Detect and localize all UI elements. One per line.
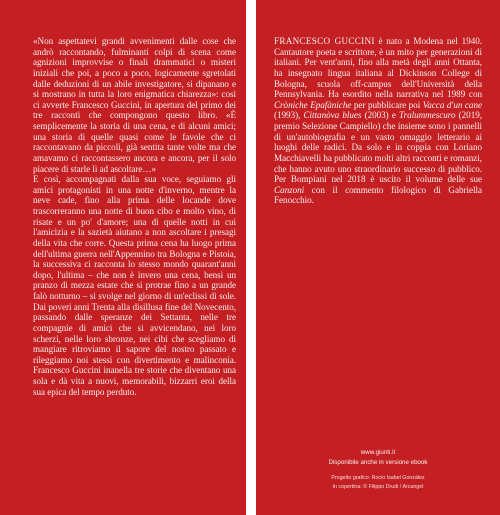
blurb-text — [33, 36, 236, 397]
right-flap — [256, 0, 500, 515]
author-name: FRANCESCO GUCCINI — [274, 36, 375, 46]
blurb-paragraph-1: «Non aspettatevi grandi avvenimenti dalle cose che andrò raccontando, fulminanti colpi di scena come agnizioni improvvise o finali drammatici o misteri iniziali che poi, a poco a poco, logicamente sgretolati dalle deduzioni di un abile investigatore, si dipanano e si mostrano in tutta la loro enigmatica chiarezza»: così ci avverte Francesco Guccini, in apertura del primo dei tre racconti che compongono questo libro. «È semplicemente la storia di una cena, e di alcuni amici; una storia di quelle quasi come le favole che ci raccontavano da piccoli, già sentita tante volte ma che amavamo ci raccontassero ancora e ancora, per il solo piacere di starle lì ad ascoltare…» — [33, 36, 236, 174]
author-bio — [274, 36, 482, 206]
blurb-paragraph-2: E così, accompagnati dalla sua voce, seguiamo gli amici protagonisti in una notte d'inverno, mentre la neve cade, fino alla prima delle locande dove trascorreranno una notte di buon cibo e molto vino, di risate e un po' d'amore; una di quelle notti in cui l'amicizia e la sazietà aiutano a non ascoltare i presagi della vita che corre. Questa prima cena ha luogo prima dell'ultima guerra nell'Appennino tra Bologna e Pistoia, la successiva ci racconta lo stesso mondo quarant'anni dopo, l'ultima – che non è invero una cena, bensì un pranzo di mezza estate che si protrae fino a un grande falò notturno – si svolge nel giorno di un'eclissi di sole. Dai poveri anni Trenta alla disillusa fine del Novecento, passando dalle speranze dei Settanta, nelle tre compagnie di amici che si avvicendano, nei loro scherzi, nelle loro sbronze, nei cibi che scegliamo di mangiare ritroviamo il sapore del nostro passato e rileggiamo noi stessi con divertimento e malinconia. Francesco Guccini inanella tre storie che diventano una sola e dà vita a nuovi, memorabili, bizzarri eroi della sua epica del tempo perduto. — [33, 174, 236, 397]
left-flap — [0, 0, 246, 515]
ebook-note: Disponibile anche in versione ebook — [328, 458, 428, 466]
cover-credit: In copertina: © Filippo Drudi / Arcangel — [332, 484, 424, 490]
publisher-website: www.giunti.it — [360, 449, 396, 456]
flap-footer — [256, 448, 500, 492]
design-credit: Progetto grafico: Rocio Isabel González — [331, 475, 425, 481]
author-bio-text: è nato a Modena nel 1940. Cantautore poeta e scrittore, è un mito per generazioni di italiani. Per vent'anni, fino alla metà degli anni Ottanta, ha insegnato lingua italiana al Dickinson College di Bologna, scuola off-campus dell'Università della Pennsylvania. Ha esordito nella narrativa nel 1989 con Cròniche Epafàniche per pubblicare poi Vacca d'un cane (1993), Cittanòva blues (2003) e Tralummescuro (2019, premio Selezione Campiello) che insieme sono i pannelli di un'autobiografia e un vasto omaggio letterario ai luoghi delle radici. Da solo e in coppia con Loriano Macchiavelli ha pubblicato molti altri racconti e romanzi, che hanno avuto uno straordinario successo di pubblico. Per Bompiani nel 2018 è uscito il volume delle sue Canzoni con il commento filologico di Gabriella Fenocchio. — [274, 36, 482, 206]
